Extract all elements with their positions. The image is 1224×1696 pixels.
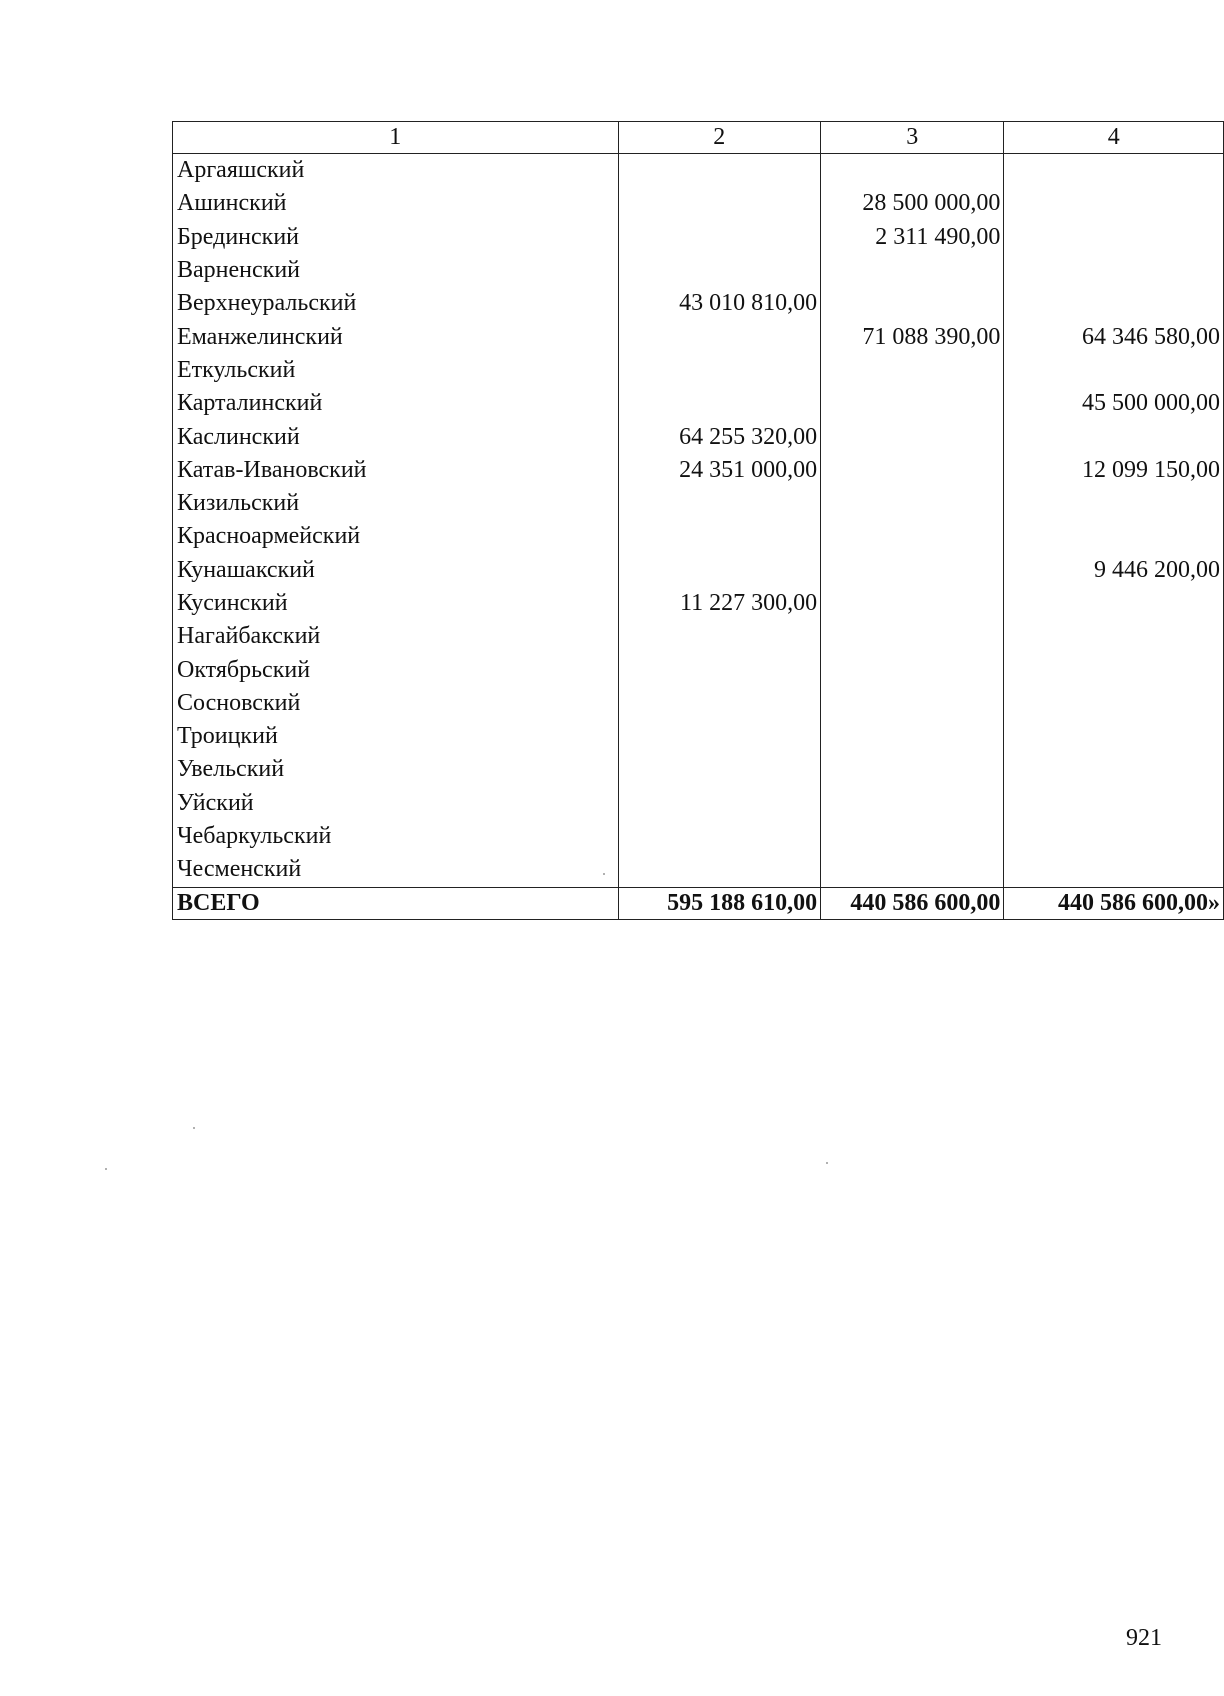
value-col3 bbox=[821, 420, 1004, 453]
value-col4 bbox=[1004, 620, 1224, 653]
value-col4 bbox=[1004, 587, 1224, 620]
value-col3 bbox=[821, 687, 1004, 720]
column-header-4: 4 bbox=[1004, 122, 1224, 154]
table-row bbox=[173, 254, 1224, 287]
value-col3: 71 088 390,00 bbox=[821, 320, 1004, 353]
table-row bbox=[173, 354, 1224, 387]
value-col3 bbox=[821, 720, 1004, 753]
total-label: ВСЕГО bbox=[173, 887, 619, 919]
district-name: Сосновский bbox=[173, 687, 619, 720]
table-row bbox=[173, 454, 1224, 487]
value-col4 bbox=[1004, 420, 1224, 453]
district-name: Уйский bbox=[173, 787, 619, 820]
value-col2 bbox=[618, 653, 821, 686]
value-col4 bbox=[1004, 853, 1224, 887]
value-col4 bbox=[1004, 653, 1224, 686]
page-number: 921 bbox=[1126, 1625, 1162, 1651]
table-row bbox=[173, 187, 1224, 220]
value-col2: 43 010 810,00 bbox=[618, 287, 821, 320]
value-col2: 11 227 300,00 bbox=[618, 587, 821, 620]
scan-speck bbox=[603, 873, 605, 875]
district-name: Кунашакский bbox=[173, 554, 619, 587]
districts-table bbox=[172, 121, 1224, 920]
table-row bbox=[173, 787, 1224, 820]
value-col3 bbox=[821, 820, 1004, 853]
value-col3 bbox=[821, 354, 1004, 387]
value-col3: 28 500 000,00 bbox=[821, 187, 1004, 220]
value-col2 bbox=[618, 720, 821, 753]
district-name: Каслинский bbox=[173, 420, 619, 453]
district-name: Кусинский bbox=[173, 587, 619, 620]
column-header-3: 3 bbox=[821, 122, 1004, 154]
district-name: Брединский bbox=[173, 221, 619, 254]
value-col2 bbox=[618, 320, 821, 353]
table-row bbox=[173, 753, 1224, 786]
value-col4 bbox=[1004, 154, 1224, 188]
total-col3: 440 586 600,00 bbox=[821, 887, 1004, 919]
district-name: Октябрьский bbox=[173, 653, 619, 686]
value-col4: 12 099 150,00 bbox=[1004, 454, 1224, 487]
scan-speck bbox=[193, 1127, 195, 1129]
value-col2 bbox=[618, 221, 821, 254]
value-col4 bbox=[1004, 720, 1224, 753]
value-col2 bbox=[618, 787, 821, 820]
value-col3 bbox=[821, 387, 1004, 420]
value-col4: 9 446 200,00 bbox=[1004, 554, 1224, 587]
district-name: Катав-Ивановский bbox=[173, 454, 619, 487]
district-name: Троицкий bbox=[173, 720, 619, 753]
district-name: Ашинский bbox=[173, 187, 619, 220]
table-row bbox=[173, 287, 1224, 320]
value-col4 bbox=[1004, 787, 1224, 820]
table-row bbox=[173, 820, 1224, 853]
table-row bbox=[173, 221, 1224, 254]
value-col4 bbox=[1004, 487, 1224, 520]
value-col3 bbox=[821, 753, 1004, 786]
district-name: Кизильский bbox=[173, 487, 619, 520]
district-name: Аргаяшский bbox=[173, 154, 619, 188]
value-col3 bbox=[821, 454, 1004, 487]
scan-speck bbox=[105, 1168, 107, 1170]
value-col3 bbox=[821, 487, 1004, 520]
column-header-2: 2 bbox=[618, 122, 821, 154]
value-col3 bbox=[821, 620, 1004, 653]
value-col4 bbox=[1004, 520, 1224, 553]
district-name: Еткульский bbox=[173, 354, 619, 387]
value-col2 bbox=[618, 687, 821, 720]
table-row bbox=[173, 720, 1224, 753]
district-name: Чебаркульский bbox=[173, 820, 619, 853]
value-col2 bbox=[618, 487, 821, 520]
value-col3: 2 311 490,00 bbox=[821, 221, 1004, 254]
value-col3 bbox=[821, 287, 1004, 320]
total-row bbox=[173, 887, 1224, 919]
value-col4 bbox=[1004, 753, 1224, 786]
table-row bbox=[173, 554, 1224, 587]
value-col2 bbox=[618, 620, 821, 653]
value-col2 bbox=[618, 853, 821, 887]
district-name: Еманжелинский bbox=[173, 320, 619, 353]
header-row bbox=[173, 122, 1224, 154]
table-row bbox=[173, 587, 1224, 620]
table-row bbox=[173, 154, 1224, 188]
value-col3 bbox=[821, 787, 1004, 820]
value-col3 bbox=[821, 520, 1004, 553]
scan-speck bbox=[826, 1162, 828, 1164]
total-col4: 440 586 600,00» bbox=[1004, 887, 1224, 919]
value-col2 bbox=[618, 387, 821, 420]
value-col2 bbox=[618, 753, 821, 786]
district-name: Увельский bbox=[173, 753, 619, 786]
district-name: Чесменский bbox=[173, 853, 619, 887]
value-col3 bbox=[821, 653, 1004, 686]
table-row bbox=[173, 420, 1224, 453]
value-col2: 64 255 320,00 bbox=[618, 420, 821, 453]
table-row bbox=[173, 687, 1224, 720]
value-col2 bbox=[618, 254, 821, 287]
value-col3 bbox=[821, 254, 1004, 287]
table-row bbox=[173, 620, 1224, 653]
column-header-1: 1 bbox=[173, 122, 619, 154]
value-col3 bbox=[821, 853, 1004, 887]
table-row bbox=[173, 387, 1224, 420]
district-name: Варненский bbox=[173, 254, 619, 287]
value-col4 bbox=[1004, 187, 1224, 220]
table-row bbox=[173, 520, 1224, 553]
value-col3 bbox=[821, 154, 1004, 188]
total-col2: 595 188 610,00 bbox=[618, 887, 821, 919]
table-body bbox=[173, 154, 1224, 888]
value-col2 bbox=[618, 820, 821, 853]
value-col4: 64 346 580,00 bbox=[1004, 320, 1224, 353]
district-name: Красноармейский bbox=[173, 520, 619, 553]
value-col4: 45 500 000,00 bbox=[1004, 387, 1224, 420]
table-row bbox=[173, 653, 1224, 686]
value-col3 bbox=[821, 554, 1004, 587]
value-col4 bbox=[1004, 254, 1224, 287]
value-col2: 24 351 000,00 bbox=[618, 454, 821, 487]
value-col3 bbox=[821, 587, 1004, 620]
value-col2 bbox=[618, 154, 821, 188]
value-col2 bbox=[618, 554, 821, 587]
table-row bbox=[173, 853, 1224, 887]
value-col4 bbox=[1004, 820, 1224, 853]
value-col2 bbox=[618, 187, 821, 220]
value-col4 bbox=[1004, 287, 1224, 320]
value-col2 bbox=[618, 354, 821, 387]
value-col4 bbox=[1004, 687, 1224, 720]
district-name: Нагайбакский bbox=[173, 620, 619, 653]
value-col2 bbox=[618, 520, 821, 553]
district-name: Верхнеуральский bbox=[173, 287, 619, 320]
district-name: Карталинский bbox=[173, 387, 619, 420]
value-col4 bbox=[1004, 354, 1224, 387]
value-col4 bbox=[1004, 221, 1224, 254]
table-row bbox=[173, 320, 1224, 353]
table-row bbox=[173, 487, 1224, 520]
